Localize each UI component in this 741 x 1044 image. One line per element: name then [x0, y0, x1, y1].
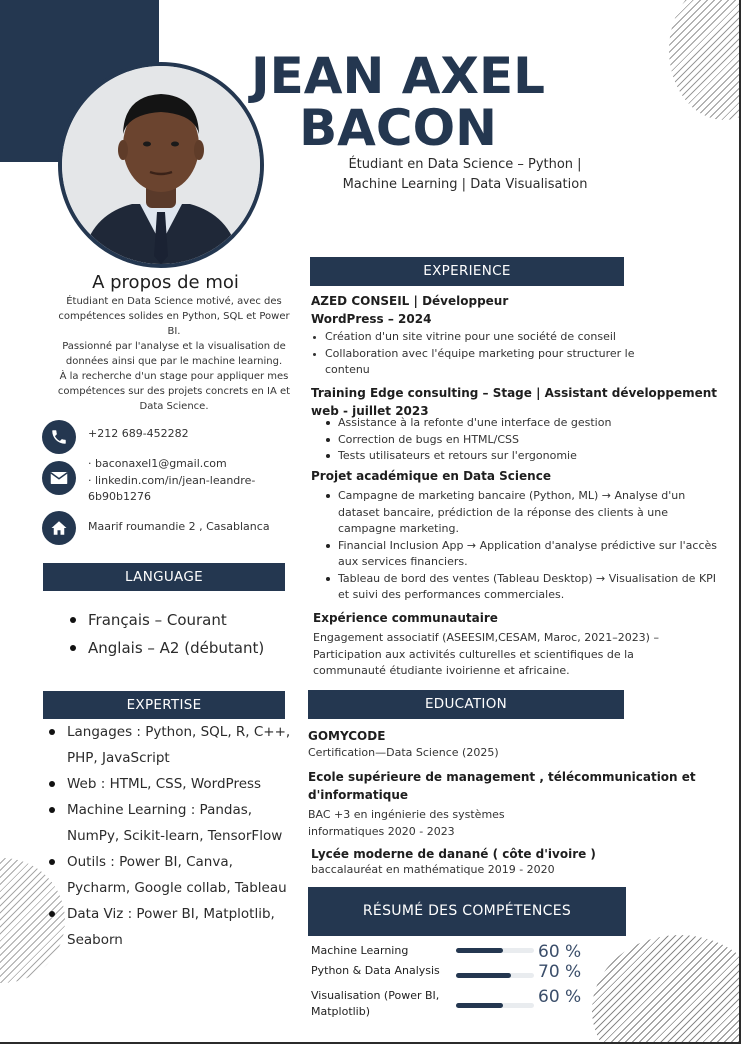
school2-name: Ecole supérieure de management , télécommunication et d'informatique: [308, 770, 696, 802]
skill-bar-track: [456, 973, 534, 978]
language-header: LANGUAGE: [43, 563, 285, 591]
contact-address: Maarif roumandie 2 , Casablanca: [88, 520, 270, 533]
expertise-header: EXPERTISE: [43, 691, 285, 719]
profile-photo: [58, 62, 264, 268]
phone-icon: [42, 420, 76, 454]
skill-bar-fill: [456, 948, 503, 953]
education-header: EDUCATION: [308, 690, 624, 719]
list-item: Tests utilisateurs et retours sur l'ergonomie: [324, 448, 714, 465]
bar-percent: 60 %: [538, 942, 582, 962]
community-text: Engagement associatif (ASEESIM,CESAM, Maroc, 2021–2023) – Participation aux activités culturelles et scientifiques de la communauté étudiante ivoirienne et africaine.: [313, 631, 659, 677]
hatch-decoration-top-right: [669, 0, 741, 120]
job-subtitle: Étudiant en Data Science – Python | Machine Learning | Data Visualisation: [342, 157, 588, 192]
skill-bar-track: [456, 948, 534, 953]
expertise-list: [47, 719, 293, 953]
list-item: Correction de bugs en HTML/CSS: [324, 432, 714, 449]
community-title: Expérience communautaire: [313, 611, 498, 625]
school3-detail: baccalauréat en mathématique 2019 - 2020: [311, 863, 555, 876]
skill-bar-fill: [456, 973, 511, 978]
list-item: Financial Inclusion App → Application d'analyse prédictive sur l'accès aux services financiers.: [324, 538, 722, 571]
list-item: Web : HTML, CSS, WordPress: [47, 771, 293, 797]
list-item: Français – Courant: [68, 606, 298, 634]
list-item: Data Viz : Power BI, Matplotlib, Seaborn: [47, 901, 293, 953]
hatch-decoration-bottom-right: [592, 935, 741, 1044]
school1-name: GOMYCODE: [308, 729, 386, 743]
name-line-1: JEAN AXEL: [251, 47, 545, 105]
job1-title-line1: AZED CONSEIL | Développeur: [311, 294, 509, 308]
job1-title-line2: WordPress – 2024: [311, 312, 432, 326]
list-item: Campagne de marketing bancaire (Python, ML) → Analyse d'un dataset bancaire, prédiction de la réponse des clients à une campagne marketing.: [324, 488, 722, 538]
bar-percent: 70 %: [538, 962, 582, 982]
skill-bar-track: [456, 1003, 534, 1008]
about-title: A propos de moi: [92, 272, 239, 293]
contact-linkedin: · linkedin.com/in/jean-leandre-: [88, 474, 256, 487]
language-list: [68, 606, 298, 662]
bar-label: Python & Data Analysis: [311, 964, 440, 977]
list-item: Tableau de bord des ventes (Tableau Desktop) → Visualisation de KPI et suivi des performances commerciales.: [324, 571, 722, 604]
bar-percent: 60 %: [538, 987, 582, 1007]
job1-title: [311, 292, 711, 328]
portrait-illustration: [62, 66, 260, 264]
list-item: Machine Learning : Pandas, NumPy, Scikit-learn, TensorFlow: [47, 797, 293, 849]
bar-label: Machine Learning: [311, 944, 409, 957]
school2-detail: [308, 807, 708, 840]
experience-header: EXPERIENCE: [310, 257, 624, 286]
bar-label: Visualisation (Power BI, Matplotlib): [311, 989, 440, 1018]
list-item: Création d'un site vitrine pour une société de conseil: [311, 329, 681, 346]
job3-title: Projet académique en Data Science: [311, 469, 551, 483]
candidate-name: [238, 47, 558, 157]
envelope-icon: [42, 461, 76, 495]
job3-list: [324, 488, 722, 604]
name-line-2: BACON: [299, 99, 497, 157]
school3-name: Lycée moderne de danané ( côte d'ivoire ): [311, 847, 596, 861]
school1-detail: Certification—Data Science (2025): [308, 746, 499, 759]
list-item: Outils : Power BI, Canva, Pycharm, Google collab, Tableau: [47, 849, 293, 901]
contact-phone: +212 689-452282: [88, 427, 189, 440]
job2-list: [324, 415, 714, 465]
skills-summary-header: RÉSUMÉ DES COMPÉTENCES: [308, 887, 626, 936]
list-item: Assistance à la refonte d'une interface de gestion: [324, 415, 714, 432]
school2-detail-line2: informatiques 2020 - 2023: [308, 824, 455, 838]
contact-linkedin-cont: 6b90b1276: [88, 490, 151, 503]
contact-email: · baconaxel1@gmail.com: [88, 457, 227, 470]
job2-title: Training Edge consulting – Stage | Assistant développement web - juillet 2023: [311, 386, 718, 418]
list-item: Anglais – A2 (débutant): [68, 634, 298, 662]
skill-bar-fill: [456, 1003, 503, 1008]
list-item: Collaboration avec l'équipe marketing pour structurer le contenu: [311, 346, 681, 379]
about-text: Étudiant en Data Science motivé, avec des compétences solides en Python, SQL et Power BI. Passionné par l'analyse et la visualisation de données ainsi que par le machine learning. À la recherche d'un stage pour appliquer mes compétences sur des projets concrets en IA et Data Science.: [57, 296, 291, 412]
job1-list: [311, 329, 681, 379]
home-icon: [42, 511, 76, 545]
list-item: Langages : Python, SQL, R, C++, PHP, JavaScript: [47, 719, 293, 771]
school2-detail-line1: BAC +3 en ingénierie des systèmes: [308, 808, 505, 821]
